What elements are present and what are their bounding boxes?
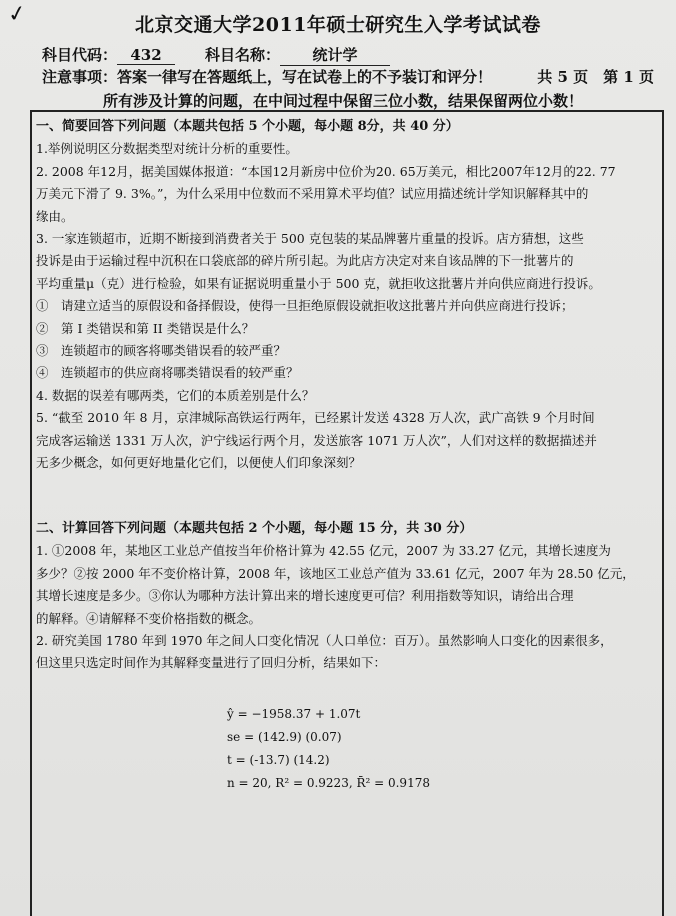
question-1-4: 4. 数据的误差有哪两类，它们的本质差别是什么？ (36, 387, 315, 403)
question-1-5-line-1: 5. “截至 2010 年 8 月，京津城际高铁运行两年，已经累计发送 4328 万人次，武广高铁 9 个月时间 (36, 410, 595, 426)
question-1-1: 1.举例说明区分数据类型对统计分析的重要性。 (36, 141, 298, 157)
subject-info-row (42, 44, 390, 66)
page-title: 北京交通大学2011年硕士研究生入学考试试卷 (135, 14, 541, 36)
question-2-1-line-3: 其增长速度是多少。③你认为哪种方法计算出来的增长速度更可信？利用指数等知识，请给出合理 (36, 588, 574, 604)
subject-name-label: 科目名称： (205, 46, 281, 64)
regression-equation: ŷ = −1958.37 + 1.07t (227, 707, 361, 721)
question-1-3-b: ② 第 I 类错误和第 II 类错误是什么？ (36, 320, 255, 336)
page-counter: 共 5 页 第 1 页 (537, 68, 654, 86)
regression-fit-stats: n = 20, R² = 0.9223, R̄² = 0.9178 (227, 776, 430, 790)
question-2-1-line-2: 多少？②按 2000 年不变价格计算，2008 年，该地区工业总产值为 33.61 亿元，2007 年为 28.50 亿元， (36, 565, 635, 581)
question-1-2-line-3: 缘由。 (36, 208, 74, 224)
question-1-3-a: ① 请建立适当的原假设和备择假设，使得一旦拒绝原假设就拒收这批薯片并向供应商进行投诉； (36, 298, 574, 314)
question-2-1-line-4: 的解释。④请解释不变价格指数的概念。 (36, 610, 262, 626)
subject-name-value: 统计学 (280, 44, 390, 66)
question-1-2-line-2: 万美元下滑了 9. 3%。”，为什么采用中位数而不采用算术平均值？试应用描述统计学知识解释其中的 (36, 186, 589, 202)
regression-standard-errors: se = (142.9) (0.07) (227, 730, 342, 744)
question-1-5-line-3: 无多少概念，如何更好地量化它们，以便使人们印象深刻？ (36, 455, 362, 471)
question-1-3-line-3: 平均重量μ（克）进行检验，如果有证据说明重量小于 500 克，就拒收这批薯片并向供应商进行投诉。 (36, 275, 601, 291)
section-2-heading: 二、计算回答下列问题（本题共包括 2 个小题，每小题 15 分，共 30 分） (36, 521, 473, 536)
question-1-3-line-2: 投诉是由于运输过程中沉积在口袋底部的碎片所引起。为此店方决定对来自该品牌的下一批薯片的 (36, 253, 574, 269)
notes-row (42, 66, 492, 87)
question-1-2-line-1: 2. 2008 年12月，据美国媒体报道：“本国12月新房中位价为20. 65万美元，相比2007年12月的22. 77 (36, 163, 616, 179)
subject-code-label: 科目代码： (42, 46, 118, 64)
question-2-1-line-1: 1. ①2008 年，某地区工业总产值按当年价格计算为 42.55 亿元，2007 为 33.27 亿元，其增长速度为 (36, 543, 611, 559)
question-1-3-c: ③ 连锁超市的顾客将哪类错误看的较严重？ (36, 343, 287, 359)
section-1-heading: 一、简要回答下列问题（本题共包括 5 个小题，每小题 8分，共 40 分） (36, 119, 459, 134)
question-2-2-line-1: 2. 研究美国 1780 年到 1970 年之间人口变化情况（人口单位：百万）。虽然影响人口变化的因素很多， (36, 633, 613, 649)
question-1-5-line-2: 完成客运输送 1331 万人次，沪宁线运行两个月，发送旅客 1071 万人次”，人们对这样的数据描述并 (36, 432, 597, 448)
notes-label: 注意事项： (42, 68, 118, 86)
question-2-2-line-2: 但这里只选定时间作为其解释变量进行了回归分析，结果如下： (36, 655, 387, 671)
section-2 (36, 518, 662, 675)
section-1 (36, 116, 662, 475)
check-mark-icon: ✓ (5, 0, 29, 29)
question-1-3-line-1: 3. 一家连锁超市，近期不断接到消费者关于 500 克包装的某品牌薯片重量的投诉。店方猜想，这些 (36, 231, 584, 247)
regression-t-values: t = (-13.7) (14.2) (227, 753, 330, 767)
subject-code-value: 432 (117, 46, 175, 65)
notes-line-2: 所有涉及计算的问题，在中间过程中保留三位小数，结果保留两位小数！ (103, 92, 584, 110)
notes-line-1: 答案一律写在答题纸上，写在试卷上的不予装订和评分！ (117, 68, 493, 86)
question-1-3-d: ④ 连锁超市的供应商将哪类错误看的较严重？ (36, 365, 299, 381)
